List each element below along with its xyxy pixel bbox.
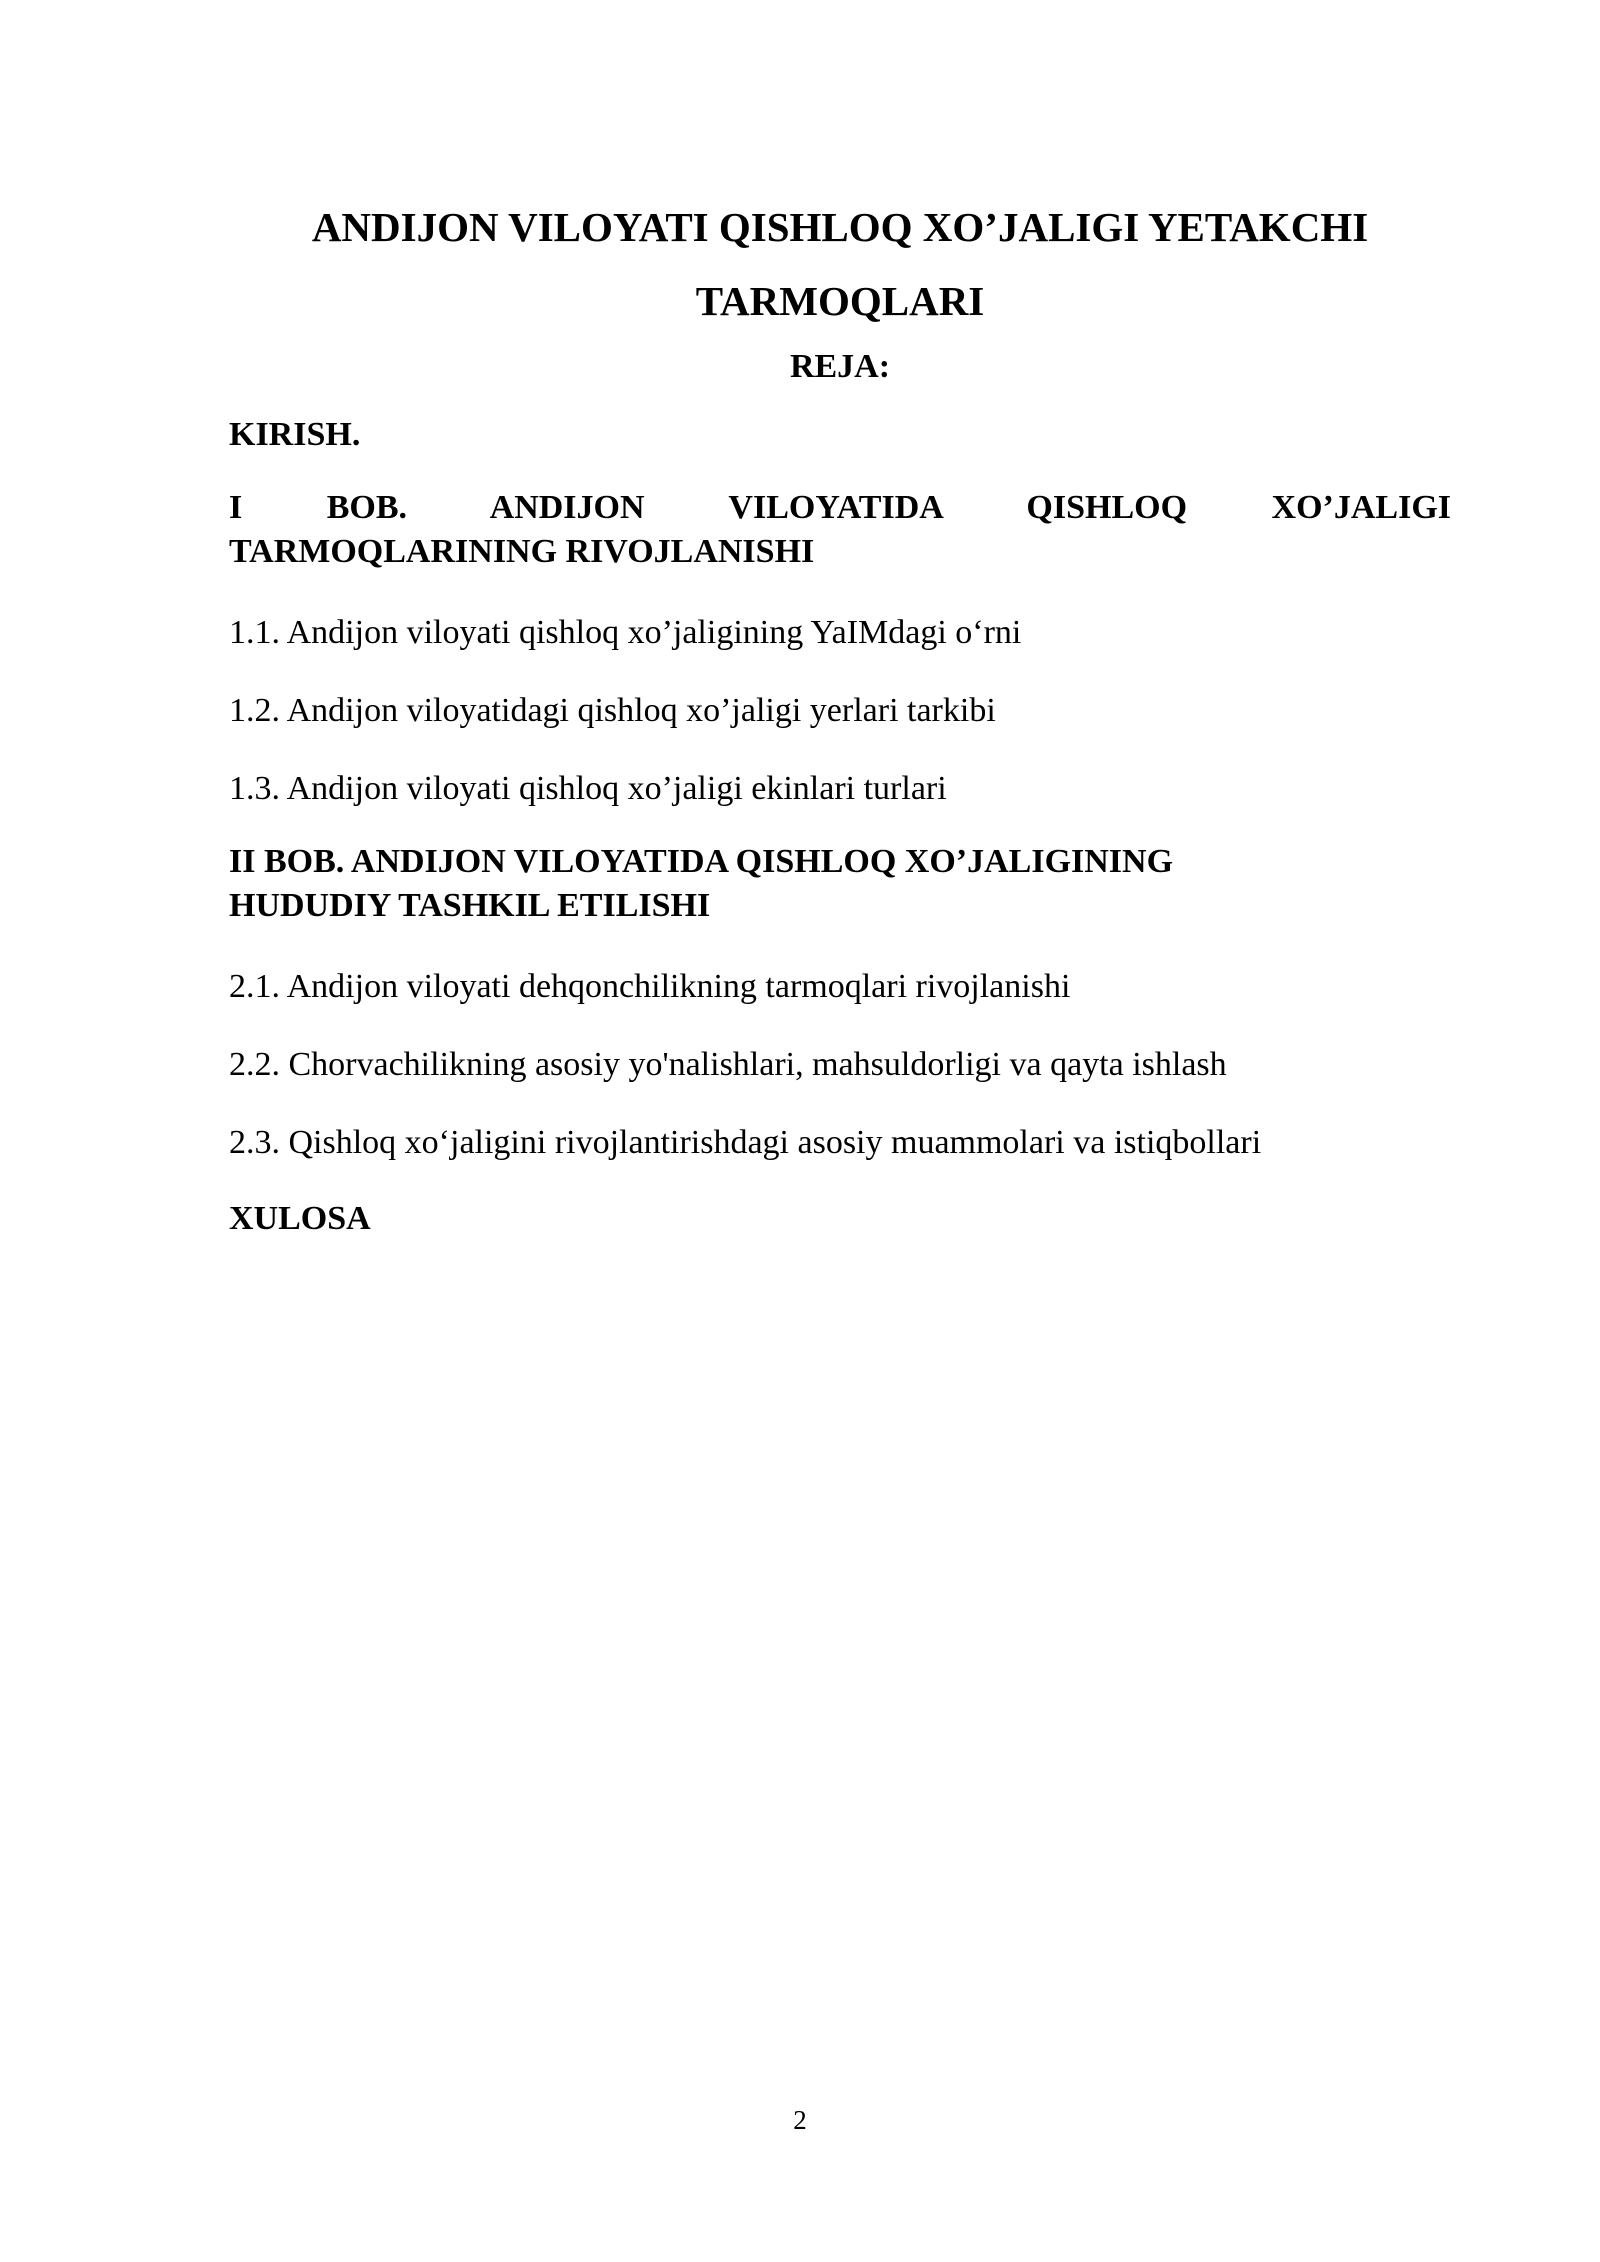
document-content <box>229 190 1451 1240</box>
section-1-3: 1.3. Andijon viloyati qishloq xo’jaligi ekinlari turlari <box>229 770 947 807</box>
title-line-2: TARMOQLARI <box>695 278 985 324</box>
chapter-2-heading <box>229 840 1451 928</box>
page-number: 2 <box>793 2105 807 2135</box>
chapter-1-line-2: TARMOQLARINING RIVOJLANISHI <box>229 533 815 570</box>
chapter-1-heading <box>229 486 1451 574</box>
section-2-3: 2.3. Qishloq xo‘jaligini rivojlantirishdagi asosiy muammolari va istiqbollari <box>229 1124 1262 1161</box>
section-2-2: 2.2. Chorvachilikning asosiy yo'nalishlari, mahsuldorligi va qayta ishlash <box>229 1046 1227 1083</box>
section-1-1: 1.1. Andijon viloyati qishloq xo’jaligining YaIMdagi o‘rni <box>229 614 1022 651</box>
title-line-1: ANDIJON VILOYATI QISHLOQ XO’JALIGI YETAKCHI <box>311 204 1369 250</box>
chapter-1-line-1: I BOB. ANDIJON VILOYATIDA QISHLOQ XO’JALIGI <box>229 489 1451 526</box>
document-title <box>229 190 1451 338</box>
section-2-1: 2.1. Andijon viloyati dehqonchilikning tarmoqlari rivojlanishi <box>229 968 1071 1005</box>
conclusion-heading: XULOSA <box>229 1200 371 1237</box>
section-1-2: 1.2. Andijon viloyatidagi qishloq xo’jaligi yerlari tarkibi <box>229 692 996 729</box>
chapter-2-line-1: II BOB. ANDIJON VILOYATIDA QISHLOQ XO’JALIGINING <box>229 843 1174 880</box>
intro-heading: KIRISH. <box>229 416 361 453</box>
chapter-2-line-2: HUDUDIY TASHKIL ETILISHI <box>229 887 711 924</box>
plan-heading: REJA: <box>789 348 891 385</box>
